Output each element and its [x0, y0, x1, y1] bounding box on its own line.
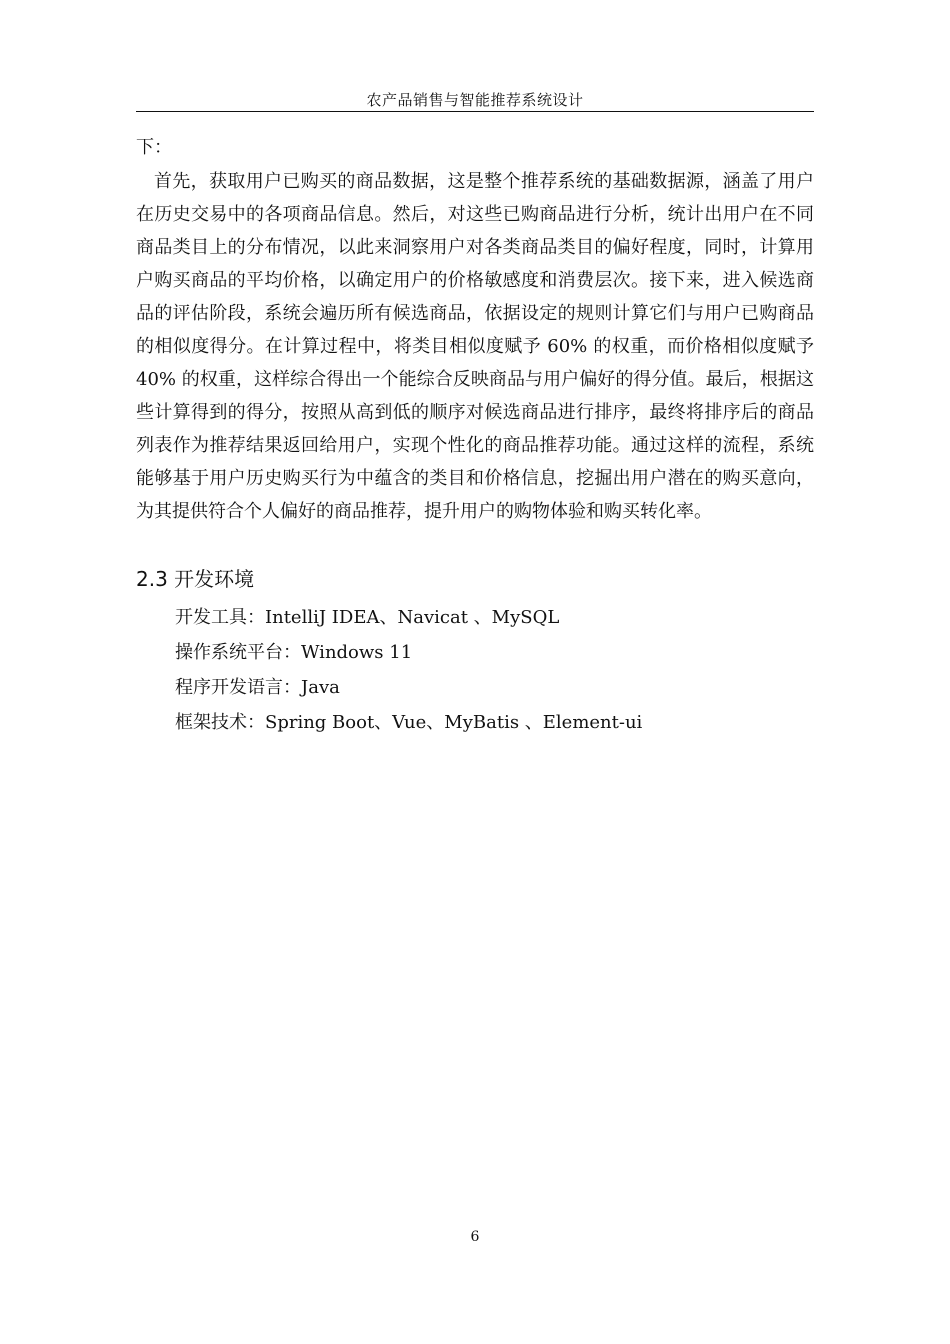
header-rule — [136, 111, 814, 112]
running-header: 农产品销售与智能推荐系统设计 — [366, 91, 584, 109]
section-heading: 2.3 开发环境 — [136, 567, 255, 591]
env-item-language: 程序开发语言：Java — [175, 677, 340, 698]
body-paragraph: 首先，获取用户已购买的商品数据，这是整个推荐系统的基础数据源，涵盖了用户在历史交易中的各项商品信息。然后，对这些已购商品进行分析，统计出用户在不同商品类目上的分布情况，以此来洞察用户对各类商品类目的偏好程度，同时，计算用户购买商品的平均价格，以确定用户的价格敏感度和消费层次。接下来，进入候选商品的评估阶段，系统会遍历所有候选商品，依据设定的规则计算它们与用户已购商品的相似度得分。在计算过程中，将类目相似度赋予 60% 的权重，而价格相似度赋予 40% 的权重，这样综合得出一个能综合反映商品与用户偏好的得分值。最后，根据这些计算得到的得分，按照从高到低的顺序对候选商品进行排序，最终将排序后的商品列表作为推荐结果返回给用户，实现个性化的商品推荐功能。通过这样的流程，系统能够基于用户历史购买行为中蕴含的类目和价格信息，挖掘出用户潜在的购买意向，为其提供符合个人偏好的商品推荐，提升用户的购物体验和购买转化率。 — [136, 171, 814, 522]
env-item-dev-tools: 开发工具：IntelliJ IDEA、Navicat 、MySQL — [175, 607, 560, 628]
env-item-os-platform: 操作系统平台：Windows 11 — [175, 642, 413, 663]
page-number: 6 — [470, 1229, 480, 1245]
continuation-line: 下： — [136, 137, 172, 158]
env-item-frameworks: 框架技术：Spring Boot、Vue、MyBatis 、Element-ui — [175, 712, 643, 733]
environment-list — [175, 600, 815, 740]
